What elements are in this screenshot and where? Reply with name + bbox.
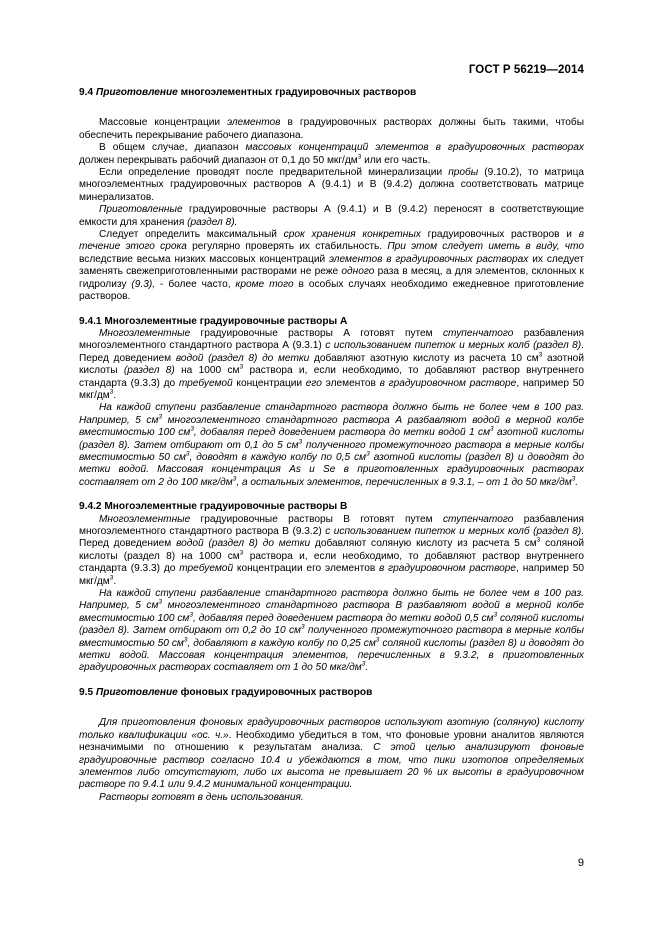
paragraph: Если определение проводят после предварительной минерализации пробы (9.10.2), то матрица многоэлементных градуировочных растворов А (9.4.1) и В (9.4.2) должна соответствовать матрице минерализатов. xyxy=(79,167,584,203)
paragraph: Следует определить максимальный срок хранения конкретных градуировочных растворов и в течение этого срока регулярно проверять их стабильность. При этом следует иметь в виду, что вследствие весьма низких массовых концентраций элементов в градуировочных растворах их следует заменять свежеприготовленными растворами не реже одного раза в месяц, а для элементов, склонных к гидролизу (9.3), - более часто, кроме того в особых случаях необходимо ежедневное приготовление растворов. xyxy=(79,229,585,303)
heading-text: многоэлементных градуировочных растворов xyxy=(177,87,417,98)
section-9-4-heading xyxy=(79,87,584,99)
page-body xyxy=(79,87,584,804)
paragraph: Для приготовления фоновых градуировочных растворов используют азотную (соляную) кислоту только квалификации «ос. ч.». Необходимо убедиться в том, что фоновые уровни аналитов являются незначимыми по отношению к результатам анализа. С этой целью анализируют фоновые градуировочные раствор согласно 10.4 и убеждаются в том, что пики изотопов определяемых элементов либо отсутствуют, либо их высота не превышает 20 % их высоты в градуировочном растворе по 9.4.1 или 9.4.2 минимальной концентрации. xyxy=(79,717,585,791)
paragraph: Многоэлементные градуировочные растворы В готовят путем ступенчатого разбавления многоэлементного стандартного раствора В (9.3.2) с использованием пипеток и мерных колб (раздел 8). Перед доведением водой (раздел 8) до метки добавляют соляную кислоту из расчета 5 $см^3$ соляной кислоты (раздел 8) на 1000 $см^3$ раствора и, если необходимо, то добавляют раствор внутреннего стандарта (9.3.3) до требуемой концентрации его элементов в градуировочном растворе, например 50 мкг/$дм^3$. xyxy=(79,513,585,587)
section-9-5-heading xyxy=(79,687,584,699)
section-number: 9.5 xyxy=(79,686,94,698)
section-9-4-1-heading: 9.4.1 Многоэлементные градуировочные растворы А xyxy=(79,315,348,327)
paragraph: Массовые концентрации элементов в градуировочных растворах должны быть такими, чтобы обеспечить перекрывание рабочего диапазона. xyxy=(79,117,584,141)
paragraph: На каждой ступени разбавление стандартного раствора должно быть не более чем в 100 раз. Например, 5 $см^3$ многоэлементного стандартного раствора А разбавляют водой в мерной колбе вместимостью 100 $см^3$, добавляя перед доведением раствора до метки водой 1 $см^3$ азотной кислоты (раздел 8). Затем отбирают от 0,1 до 5 $см^3$ полученного промежуточного раствора в мерные колбы вместимостью 50 $см^3$, доводят в каждую колбу по 0,5 $см^3$ азотной кислоты (раздел 8) и доводят до метки водой. Массовая концентрация As и Se в приготовленных градуировочных растворах составляет от 2 до 100 мкг/$дм^3$, а остальных элементов, перечисленных в 9.3.1, – от 1 до 50 мкг/$дм^3$. xyxy=(79,402,584,488)
paragraph: Растворы готовят в день использования. xyxy=(99,791,304,803)
paragraph: На каждой ступени разбавление стандартного раствора должно быть не более чем в 100 раз. Например, 5 $см^3$ многоэлементного стандартного раствора В разбавляют водой в мерной колбе вместимостью 100 $см^3$, добавляя перед доведением раствора до метки водой 0,5 $см^3$ соляной кислоты (раздел 8). Затем отбирают от 0,2 до 10 $см^3$ полученного промежуточного раствора в мерные колбы вместимостью 50 $см^3$, добавляют в каждую колбу по 0,25 $см^3$ соляной кислоты (раздел 8) и доводят до метки водой. Массовая концентрация элементов, перечисленных в 9.3.2, в приготовленных градуировочных растворах составляет от 1 до 50 мкг/$дм^3$. xyxy=(79,588,585,674)
section-number: 9.4 xyxy=(79,87,94,98)
heading-italic: Приготовление xyxy=(95,87,178,98)
paragraph: В общем случае, диапазон массовых концентраций элементов в градуировочных растворах должен перекрывать рабочий диапазон от 0,1 до 50 мкг/$дм^3$ или его часть. xyxy=(79,142,584,166)
paragraph: Многоэлементные градуировочные растворы А готовят путем ступенчатого разбавления многоэлементного стандартного раствора А (9.3.1) с использованием пипеток и мерных колб (раздел 8). Перед доведением водой (раздел 8) до метки добавляют азотную кислоту из расчета 10 $см^3$ азотной кислоты (раздел 8) на 1000 $см^3$ раствора и, если необходимо, то добавляют раствор внутреннего стандарта (9.3.3) до требуемой концентрации его элементов в градуировочном растворе, например 50 мкг/$дм^3$. xyxy=(79,327,585,401)
heading-text: фоновых градуировочных растворов xyxy=(177,686,373,698)
heading-italic: Приготовление xyxy=(95,686,178,698)
paragraph: Приготовленные градуировочные растворы А (9.4.1) и В (9.4.2) переносят в соответствующие емкости для хранения (раздел 8). xyxy=(79,204,584,228)
page-number: 9 xyxy=(577,857,584,869)
standard-header: ГОСТ Р 56219—2014 xyxy=(468,64,584,76)
section-9-4-2-heading: 9.4.2 Многоэлементные градуировочные растворы В xyxy=(79,501,348,513)
